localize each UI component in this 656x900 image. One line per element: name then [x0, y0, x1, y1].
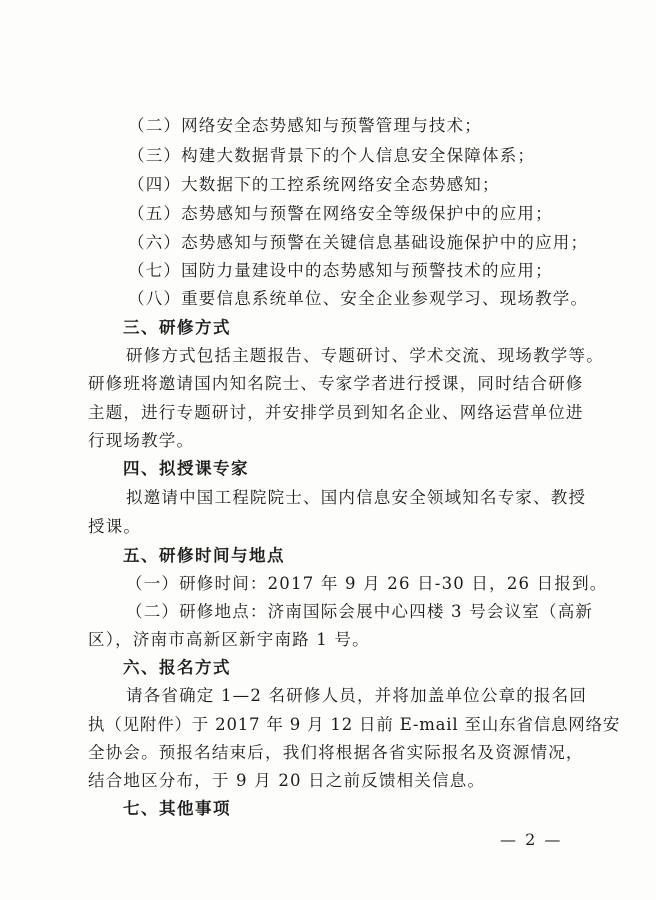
section-heading-time-place: 五、研修时间与地点 [123, 546, 285, 565]
paragraph-line: 研修方式包括主题报告、专题研讨、学术交流、现场教学等。 [126, 346, 604, 365]
paragraph-line: 结合地区分布，于 9 月 20 日之前反馈相关信息。 [88, 771, 486, 790]
topic-item-2: （二）网络安全态势感知与预警管理与技术； [128, 116, 482, 135]
section-heading-study-method: 三、研修方式 [123, 318, 231, 337]
paragraph-line: 全协会。预报名结束后，我们将根据各省实际报名及资源情况， [88, 743, 584, 762]
section-heading-registration: 六、报名方式 [123, 658, 231, 677]
topic-item-6: （六）态势感知与预警在关键信息基础设施保护中的应用； [128, 233, 589, 252]
topic-item-5: （五）态势感知与预警在网络安全等级保护中的应用； [128, 204, 553, 223]
topic-item-8: （八）重要信息系统单位、安全企业参观学习、现场教学。 [128, 289, 589, 308]
paragraph-line: 拟邀请中国工程院院士、国内信息安全领域知名专家、教授 [126, 488, 587, 507]
page-number: — 2 — [500, 830, 563, 849]
topic-item-3: （三）构建大数据背景下的个人信息安全保障体系； [128, 146, 536, 165]
section-heading-lecturers: 四、拟授课专家 [123, 459, 249, 478]
study-time: （一）研修时间：2017 年 9 月 26 日-30 日，26 日报到。 [126, 574, 608, 593]
paragraph-line: 主题，进行专题研讨，并安排学员到知名企业、网络运营单位进 [88, 403, 584, 422]
paragraph-line: 研修班将邀请国内知名院士、专家学者进行授课，同时结合研修 [88, 374, 584, 393]
study-address: 区），济南市高新区新宇南路 1 号。 [88, 630, 370, 649]
section-heading-other: 七、其他事项 [123, 799, 231, 818]
study-place: （二）研修地点：济南国际会展中心四楼 3 号会议室（高新 [126, 602, 594, 621]
paragraph-line: 执（见附件）于 2017 年 9 月 12 日前 E-mail 至山东省信息网络安 [88, 715, 621, 734]
topic-item-7: （七）国防力量建设中的态势感知与预警技术的应用； [128, 261, 553, 280]
topic-item-4: （四）大数据下的工控系统网络安全态势感知； [128, 175, 500, 194]
paragraph-line: 授课。 [88, 517, 142, 536]
paragraph-line: 请各省确定 1—2 名研修人员，并将加盖单位公章的报名回 [126, 686, 588, 705]
paragraph-line: 行现场教学。 [88, 431, 195, 450]
